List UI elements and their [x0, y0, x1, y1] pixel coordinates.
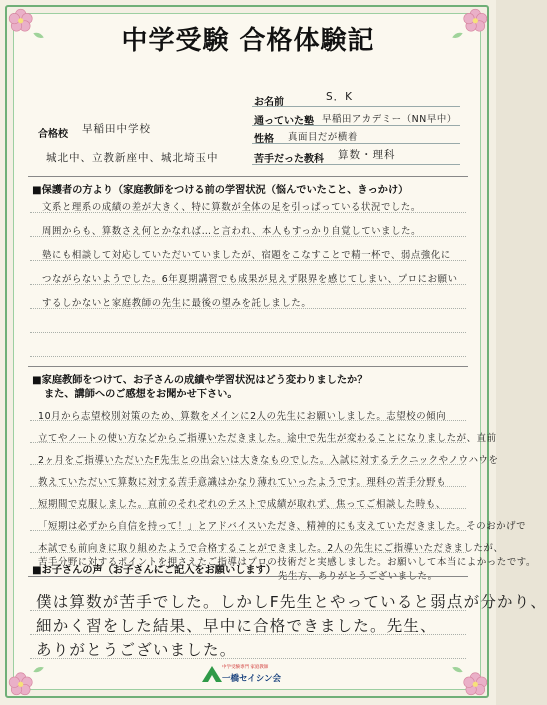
section-divider	[28, 366, 468, 367]
section1-heading: ■保護者の方より（家庭教師をつける前の学習状況（悩んでいたこと、きっかけ）	[32, 185, 409, 196]
page-title: 中学受験 合格体験記	[121, 26, 375, 56]
divider	[252, 106, 460, 107]
child-voice-line: ありがとうございました。	[36, 641, 237, 659]
passed-school-main: 早稲田中学校	[82, 123, 151, 135]
parent-review-line: 苦手分野に対するポイントを押さえたご指導はプロの技術だと実感しました。お願いして本当によかったです。	[38, 557, 537, 568]
parent-text-line: 文系と理系の成績の差が大きく、特に算数が全体の足を引っぱっている状況でした。	[42, 202, 421, 213]
divider	[252, 125, 460, 126]
parent-text-line: するしかないと家庭教師の先生に最後の望みを託しました。	[42, 298, 312, 309]
passed-school-others: 城北中、立教新座中、城北埼玉中	[46, 152, 219, 164]
logo-subtitle: 中学受験専門 家庭教師	[222, 665, 269, 670]
parent-text-line: 周囲からも、算数さえ何とかなれば…と言われ、本人もすっかり自覚していました。	[42, 226, 422, 237]
divider	[252, 143, 460, 144]
name-label: お名前	[254, 97, 284, 108]
parent-review-line: 立てやノートの使い方などからご指導いただきました。途中で先生が変わることになりましたが、直前	[38, 433, 497, 444]
section2-heading: ■家庭教師をつけて、お子さんの成績や学習状況はどう変わりましたか？	[32, 375, 368, 386]
weak-subject-value: 算数・理科	[338, 149, 396, 161]
ruled-line	[30, 356, 466, 357]
parent-review-line: 10月から志望校別対策のため、算数をメインに2人の先生にお願いしました。志望校の傾向	[38, 411, 447, 422]
section2-subheading: また、講師へのご感想をお聞かせ下さい。	[44, 389, 238, 400]
parent-review-line: 本試でも前向きに取り組めたようで合格することができました。2人の先生にご指導いただきましたが、	[38, 543, 504, 554]
passed-school-label: 合格校	[38, 129, 68, 140]
juku-value: 早稲田アカデミー（NN早中）	[322, 114, 457, 125]
section-divider	[28, 576, 468, 577]
parent-review-closing: 先生方、ありがとうございました。	[278, 571, 438, 582]
logo-text: 一橋セイシン会	[222, 674, 282, 684]
weak-subject-label: 苦手だった教科	[254, 154, 324, 165]
section3-heading: ■お子さんの声（お子さんにご記入をお願いします）	[32, 565, 276, 576]
parent-review-line: 短期間で克服しました。直前のそれぞれのテストで成績が取れず、焦ってご相談した時も、	[38, 499, 446, 510]
flower-icon	[6, 657, 48, 699]
personality-label: 性格	[254, 134, 274, 145]
section-divider	[28, 176, 468, 177]
name-value: S．K	[326, 91, 354, 103]
juku-label: 通っていた塾	[254, 116, 314, 127]
divider	[252, 164, 460, 165]
flower-icon	[448, 657, 490, 699]
personality-value: 真面目だが横着	[288, 132, 358, 143]
child-voice-line: 細かく習をした結果、早中に合格できました。先生、	[36, 617, 437, 635]
parent-text-line: つながらないようでした。6年夏期講習でも成果が見えず限界を感じてしまい、プロにお願い	[42, 274, 458, 285]
parent-review-line: 2ヶ月をご指導いただいたF先生との出会いは大きなものでした。入試に対するテクニックやノウハウを	[38, 455, 499, 466]
parent-text-line: 塾にも相談して対応していただいていましたが、宿題をこなすことで精一杯で、弱点強化に	[42, 250, 451, 261]
parent-review-line: 「短期は必ずから自信を持って！」とアドバイスいただき、精神的にも支えていただきました。そのおかげで	[38, 521, 527, 532]
child-voice-line: 僕は算数が苦手でした。しかしF先生とやっていると弱点が分かり、	[36, 593, 547, 611]
ruled-line	[30, 332, 466, 333]
parent-review-line: 教えていただいて算数に対する苦手意識はかなり薄れていったようです。理科の苦手分野も	[38, 477, 447, 488]
